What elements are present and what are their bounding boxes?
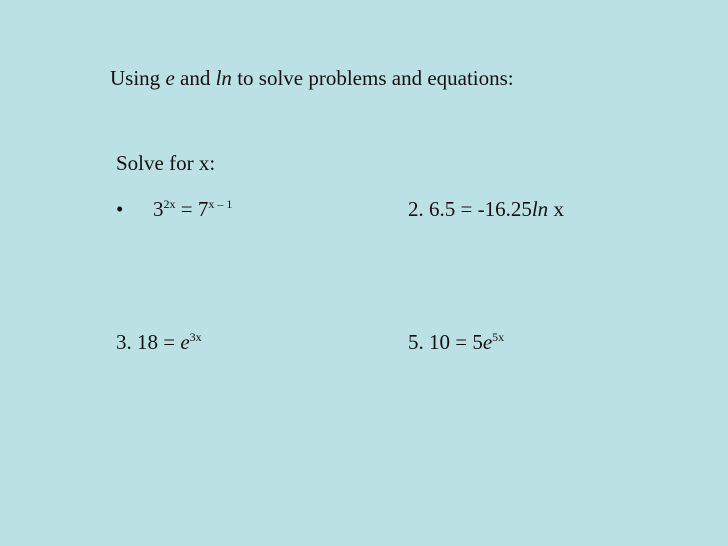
problem-5 (408, 330, 504, 355)
problem-3-text-before: 18 = (137, 330, 181, 354)
problem-2-text-after: x (548, 197, 564, 221)
problem-5-text-before: 10 = 5 (429, 330, 483, 354)
title-e: e (165, 66, 175, 90)
problem-1-equals: = (175, 197, 198, 221)
title-and: and (174, 66, 216, 90)
solve-heading: Solve for x: (116, 151, 216, 175)
problem-5-e: e (482, 330, 493, 354)
title-prefix: Using (110, 66, 166, 90)
problem-1-base-left: 3 (153, 197, 164, 221)
problem-2-text-before: 6.5 = -16.25 (429, 197, 532, 221)
problem-1-base-right: 7 (197, 197, 209, 221)
problem-1-exp-left: 2x (163, 197, 176, 211)
problem-1-exp-right: x – 1 (208, 197, 233, 211)
title-ln: ln (215, 66, 232, 90)
problem-1 (116, 197, 232, 222)
problem-3 (116, 330, 202, 355)
problem-2 (408, 197, 564, 222)
bullet-marker: • (116, 197, 124, 221)
problem-5-number: 5. (408, 330, 429, 354)
title-suffix: to solve problems and equations: (231, 66, 514, 90)
problem-3-number: 3. (116, 330, 137, 354)
problem-2-ln: ln (531, 197, 549, 221)
problem-2-number: 2. (408, 197, 429, 221)
problem-5-exp: 5x (492, 330, 505, 344)
slide-title (110, 66, 514, 91)
problem-3-exp: 3x (189, 330, 202, 344)
problem-3-e: e (180, 330, 190, 354)
